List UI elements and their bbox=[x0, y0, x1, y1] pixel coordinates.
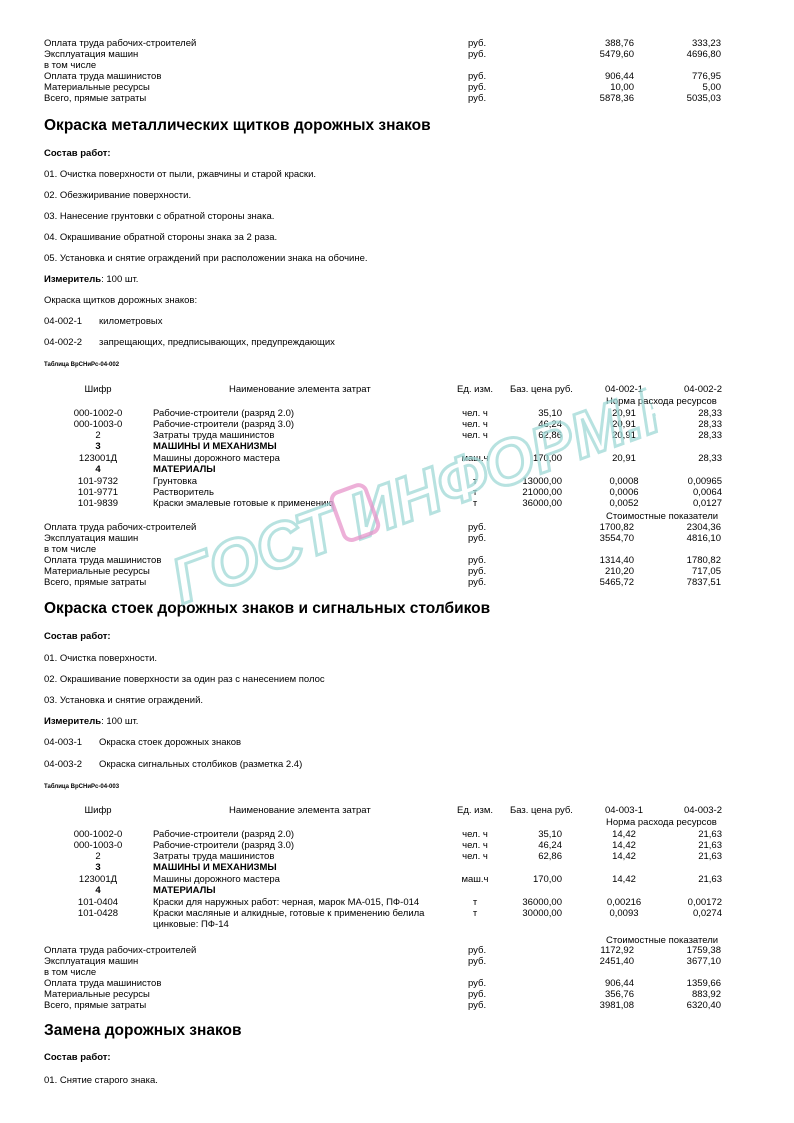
summary-value-1: 3981,08 bbox=[599, 1000, 634, 1011]
cell-price: 35,10 bbox=[538, 829, 562, 840]
cell-name: Затраты труда машинистов bbox=[153, 851, 275, 862]
work-step: 01. Снятие старого знака. bbox=[44, 1075, 158, 1086]
norm-label: Норма расхода ресурсов bbox=[606, 817, 717, 828]
summary-unit: руб. bbox=[468, 555, 487, 566]
cell-value-2: 0,00172 bbox=[687, 897, 722, 908]
cell-value-1: 0,00216 bbox=[606, 897, 642, 908]
summary-value-1: 10,00 bbox=[610, 82, 634, 93]
cell-code: 3 bbox=[95, 862, 101, 873]
table-caption: Таблица ВрСНиРс-04-003 bbox=[44, 784, 120, 790]
work-step: 02. Обезжиривание поверхности. bbox=[44, 190, 192, 201]
cell-unit: чел. ч bbox=[462, 408, 488, 419]
cell-code: 123001Д bbox=[78, 874, 118, 885]
summary-unit: руб. bbox=[468, 978, 487, 989]
section-title: Замена дорожных знаков bbox=[44, 1022, 242, 1039]
cell-unit: маш.ч bbox=[461, 453, 489, 464]
cell-name: Грунтовка bbox=[153, 476, 198, 487]
cell-price: 170,00 bbox=[532, 453, 562, 464]
summary-value-1: 1172,92 bbox=[600, 945, 634, 956]
cell-value-1: 14,42 bbox=[612, 851, 636, 862]
summary-name: Оплата труда рабочих-строителей bbox=[44, 522, 197, 533]
cell-value-1: 20,91 bbox=[612, 419, 636, 430]
cell-code: 101-0404 bbox=[77, 897, 119, 908]
intro-text: Окраска щитков дорожных знаков: bbox=[44, 295, 198, 306]
cell-price: 62,86 bbox=[538, 430, 562, 441]
summary-value-1: 356,76 bbox=[604, 989, 634, 1000]
cell-price: 21000,00 bbox=[522, 487, 562, 498]
cell-value-1: 14,42 bbox=[612, 840, 636, 851]
summary-value-1: 906,44 bbox=[604, 71, 634, 82]
meter-value: : 100 шт. bbox=[101, 716, 139, 727]
summary-name: в том числе bbox=[44, 60, 97, 71]
header-code: Шифр bbox=[84, 805, 112, 816]
summary-value-1: 5479,60 bbox=[599, 49, 634, 60]
item-text: километровых bbox=[99, 316, 163, 327]
cell-unit: чел. ч bbox=[462, 419, 488, 430]
resource-table bbox=[0, 805, 794, 935]
cell-unit: т bbox=[472, 487, 478, 498]
cell-value-1: 20,91 bbox=[612, 408, 636, 419]
header-name: Наименование элемента затрат bbox=[229, 805, 371, 816]
cell-code: 2 bbox=[95, 430, 101, 441]
work-step: 04. Окрашивание обратной стороны знака за 2 раза. bbox=[44, 232, 278, 243]
cell-value-1: 0,0093 bbox=[609, 908, 639, 919]
composition-label: Состав работ: bbox=[44, 631, 111, 642]
header-price: Баз. цена руб. bbox=[510, 805, 573, 816]
cost-label: Стоимостные показатели bbox=[606, 935, 719, 946]
summary-value-2: 717,05 bbox=[691, 566, 721, 577]
summary-value-1: 210,20 bbox=[604, 566, 634, 577]
cell-name: Рабочие-строители (разряд 3.0) bbox=[153, 840, 295, 851]
summary-unit: руб. bbox=[468, 38, 487, 49]
cell-name: цинковые: ПФ-14 bbox=[153, 919, 229, 930]
cell-unit: т bbox=[472, 908, 478, 919]
cell-value-1: 14,42 bbox=[612, 829, 636, 840]
header-code: Шифр bbox=[84, 384, 112, 395]
cell-code: 000-1003-0 bbox=[73, 840, 123, 851]
cell-value-2: 0,00965 bbox=[687, 476, 722, 487]
summary-name: Оплата труда рабочих-строителей bbox=[44, 38, 197, 49]
cell-code: 4 bbox=[95, 464, 101, 475]
summary-name: в том числе bbox=[44, 967, 97, 978]
cell-price: 13000,00 bbox=[522, 476, 562, 487]
summary-value-1: 3554,70 bbox=[599, 533, 634, 544]
cost-label: Стоимостные показатели bbox=[606, 511, 719, 522]
summary-value-2: 6320,40 bbox=[686, 1000, 721, 1011]
header-col-2: 04-002-2 bbox=[683, 384, 722, 395]
cell-name: Машины дорожного мастера bbox=[153, 453, 280, 464]
cell-code: 101-9732 bbox=[77, 476, 119, 487]
summary-value-1: 5465,72 bbox=[599, 577, 634, 588]
summary-unit: руб. bbox=[468, 956, 487, 967]
section-title: Окраска стоек дорожных знаков и сигнальных столбиков bbox=[44, 600, 491, 617]
cell-name: Рабочие-строители (разряд 2.0) bbox=[153, 829, 295, 840]
summary-value-2: 5035,03 bbox=[686, 93, 721, 104]
cell-code: 2 bbox=[95, 851, 101, 862]
cell-value-2: 21,63 bbox=[698, 829, 722, 840]
header-unit: Ед. изм. bbox=[457, 384, 493, 395]
meter-line bbox=[44, 716, 138, 727]
cell-value-2: 0,0127 bbox=[692, 498, 722, 509]
summary-unit: руб. bbox=[468, 49, 487, 60]
work-step: 05. Установка и снятие ограждений при расположении знака на обочине. bbox=[44, 253, 368, 264]
header-col-1: 04-002-1 bbox=[604, 384, 644, 395]
cell-name: МАШИНЫ И МЕХАНИЗМЫ bbox=[153, 441, 277, 452]
cell-name: Рабочие-строители (разряд 2.0) bbox=[153, 408, 295, 419]
summary-value-2: 333,23 bbox=[691, 38, 721, 49]
summary-name: Материальные ресурсы bbox=[44, 989, 150, 1000]
cell-value-1: 14,42 bbox=[612, 874, 636, 885]
summary-unit: руб. bbox=[468, 1000, 487, 1011]
summary-value-2: 883,92 bbox=[691, 989, 721, 1000]
header-col-1: 04-003-1 bbox=[604, 805, 644, 816]
summary-unit: руб. bbox=[468, 93, 487, 104]
summary-name: Всего, прямые затраты bbox=[44, 577, 147, 588]
cell-code: 101-0428 bbox=[77, 908, 119, 919]
summary-value-2: 4696,80 bbox=[686, 49, 721, 60]
item-text: Окраска стоек дорожных знаков bbox=[99, 737, 242, 748]
cell-code: 101-9771 bbox=[77, 487, 119, 498]
cell-name: Машины дорожного мастера bbox=[153, 874, 280, 885]
table-group-row bbox=[0, 464, 794, 476]
cell-name: МАШИНЫ И МЕХАНИЗМЫ bbox=[153, 862, 277, 873]
cell-price: 62,86 bbox=[538, 851, 562, 862]
cell-unit: чел. ч bbox=[462, 829, 488, 840]
summary-name: в том числе bbox=[44, 544, 97, 555]
cell-value-2: 28,33 bbox=[698, 453, 722, 464]
meter-value: : 100 шт. bbox=[101, 274, 139, 285]
table-row-continuation bbox=[0, 919, 794, 931]
summary-name: Всего, прямые затраты bbox=[44, 1000, 147, 1011]
summary-unit: руб. bbox=[468, 566, 487, 577]
cell-value-2: 21,63 bbox=[698, 874, 722, 885]
summary-name: Всего, прямые затраты bbox=[44, 93, 147, 104]
cell-value-2: 28,33 bbox=[698, 430, 722, 441]
cell-value-1: 20,91 bbox=[612, 453, 636, 464]
summary-row bbox=[0, 577, 794, 589]
summary-value-2: 1780,82 bbox=[686, 555, 721, 566]
summary-name: Материальные ресурсы bbox=[44, 82, 150, 93]
cell-name: Краски эмалевые готовые к применению bbox=[153, 498, 334, 509]
summary-unit: руб. bbox=[468, 533, 487, 544]
cell-name: Затраты труда машинистов bbox=[153, 430, 275, 441]
summary-value-2: 5,00 bbox=[702, 82, 721, 93]
resource-table bbox=[0, 384, 794, 514]
list-item bbox=[44, 316, 163, 327]
summary-name: Оплата труда рабочих-строителей bbox=[44, 945, 197, 956]
cell-name: Рабочие-строители (разряд 3.0) bbox=[153, 419, 295, 430]
summary-row bbox=[0, 1000, 794, 1012]
summary-name: Эксплуатация машин bbox=[44, 533, 139, 544]
summary-value-2: 3677,10 bbox=[686, 956, 721, 967]
item-code: 04-003-1 bbox=[44, 737, 83, 748]
summary-value-2: 1359,66 bbox=[686, 978, 721, 989]
summary-value-2: 776,95 bbox=[691, 71, 721, 82]
summary-name: Оплата труда машинистов bbox=[44, 555, 162, 566]
summary-value-2: 2304,36 bbox=[686, 522, 721, 533]
summary-row bbox=[0, 93, 794, 105]
list-item bbox=[44, 737, 242, 748]
cell-unit: чел. ч bbox=[462, 851, 488, 862]
cell-name: МАТЕРИАЛЫ bbox=[153, 464, 216, 475]
summary-value-2: 4816,10 bbox=[686, 533, 721, 544]
cell-value-2: 0,0274 bbox=[692, 908, 722, 919]
norm-label: Норма расхода ресурсов bbox=[606, 396, 717, 407]
cell-value-2: 28,33 bbox=[698, 419, 722, 430]
summary-value-1: 2451,40 bbox=[599, 956, 634, 967]
table-caption: Таблица ВрСНиРс-04-002 bbox=[44, 362, 120, 368]
cell-code: 000-1002-0 bbox=[73, 829, 123, 840]
composition-label: Состав работ: bbox=[44, 148, 111, 159]
item-text: Окраска сигнальных столбиков (разметка 2.4) bbox=[99, 759, 303, 770]
header-name: Наименование элемента затрат bbox=[229, 384, 371, 395]
cell-value-1: 20,91 bbox=[612, 430, 636, 441]
summary-unit: руб. bbox=[468, 945, 487, 956]
summary-name: Оплата труда машинистов bbox=[44, 71, 162, 82]
summary-value-1: 5878,36 bbox=[599, 93, 634, 104]
cell-unit: маш.ч bbox=[461, 874, 489, 885]
list-item bbox=[44, 759, 303, 770]
summary-value-1: 388,76 bbox=[604, 38, 634, 49]
cell-value-2: 28,33 bbox=[698, 408, 722, 419]
summary-name: Эксплуатация машин bbox=[44, 956, 139, 967]
table-group-row bbox=[0, 441, 794, 453]
cell-unit: чел. ч bbox=[462, 840, 488, 851]
cell-value-1: 0,0008 bbox=[609, 476, 639, 487]
work-step: 03. Установка и снятие ограждений. bbox=[44, 695, 204, 706]
cell-price: 46,24 bbox=[538, 419, 562, 430]
cell-value-2: 21,63 bbox=[698, 851, 722, 862]
summary-unit: руб. bbox=[468, 989, 487, 1000]
cell-price: 36000,00 bbox=[522, 498, 562, 509]
cell-price: 36000,00 bbox=[522, 897, 562, 908]
cell-price: 30000,00 bbox=[522, 908, 562, 919]
cell-value-2: 0,0064 bbox=[692, 487, 722, 498]
summary-value-1: 1700,82 bbox=[599, 522, 634, 533]
cell-value-2: 21,63 bbox=[698, 840, 722, 851]
cell-unit: чел. ч bbox=[462, 430, 488, 441]
cell-code: 000-1003-0 bbox=[73, 419, 123, 430]
summary-value-2: 1759,38 bbox=[686, 945, 721, 956]
cell-unit: т bbox=[472, 498, 478, 509]
meter-label: Измеритель bbox=[44, 274, 102, 285]
summary-value-2: 7837,51 bbox=[686, 577, 721, 588]
watermark-text: ГОСТ ИНФОРМ.RU bbox=[162, 354, 675, 618]
cell-code: 4 bbox=[95, 885, 101, 896]
summary-value-1: 1314,40 bbox=[599, 555, 634, 566]
header-col-2: 04-003-2 bbox=[683, 805, 722, 816]
summary-name: Оплата труда машинистов bbox=[44, 978, 162, 989]
cell-name: Краски для наружных работ: черная, марок МА-015, ПФ-014 bbox=[153, 897, 420, 908]
item-code: 04-002-2 bbox=[44, 337, 83, 348]
meter-line bbox=[44, 274, 138, 285]
cell-unit: т bbox=[472, 897, 478, 908]
summary-name: Эксплуатация машин bbox=[44, 49, 139, 60]
item-code: 04-002-1 bbox=[44, 316, 83, 327]
work-step: 01. Очистка поверхности от пыли, ржавчины и старой краски. bbox=[44, 169, 317, 180]
meter-label: Измеритель bbox=[44, 716, 102, 727]
section-title: Окраска металлических щитков дорожных знаков bbox=[44, 117, 431, 134]
composition-label: Состав работ: bbox=[44, 1052, 111, 1063]
header-unit: Ед. изм. bbox=[457, 805, 493, 816]
cell-name: МАТЕРИАЛЫ bbox=[153, 885, 216, 896]
header-price: Баз. цена руб. bbox=[510, 384, 573, 395]
cell-code: 000-1002-0 bbox=[73, 408, 123, 419]
work-step: 01. Очистка поверхности. bbox=[44, 653, 158, 664]
item-text: запрещающих, предписывающих, предупреждающих bbox=[99, 337, 335, 348]
cell-value-1: 0,0006 bbox=[609, 487, 639, 498]
summary-unit: руб. bbox=[468, 522, 487, 533]
cell-code: 101-9839 bbox=[77, 498, 119, 509]
list-item bbox=[44, 337, 335, 348]
cell-value-1: 0,0052 bbox=[609, 498, 639, 509]
cell-price: 46,24 bbox=[538, 840, 562, 851]
summary-name: Материальные ресурсы bbox=[44, 566, 150, 577]
table-group-row bbox=[0, 862, 794, 874]
table-row bbox=[0, 498, 794, 510]
cell-unit: т bbox=[472, 476, 478, 487]
cell-name: Растворитель bbox=[153, 487, 214, 498]
summary-value-1: 906,44 bbox=[604, 978, 634, 989]
work-step: 03. Нанесение грунтовки с обратной стороны знака. bbox=[44, 211, 275, 222]
table-group-row bbox=[0, 885, 794, 897]
work-step: 02. Окрашивание поверхности за один раз с нанесением полос bbox=[44, 674, 325, 685]
item-code: 04-003-2 bbox=[44, 759, 83, 770]
cell-price: 35,10 bbox=[538, 408, 562, 419]
cell-name: Краски масляные и алкидные, готовые к применению белила bbox=[153, 908, 425, 919]
summary-unit: руб. bbox=[468, 577, 487, 588]
summary-unit: руб. bbox=[468, 82, 487, 93]
summary-unit: руб. bbox=[468, 71, 487, 82]
cell-code: 3 bbox=[95, 441, 101, 452]
cell-code: 123001Д bbox=[78, 453, 118, 464]
cell-price: 170,00 bbox=[532, 874, 562, 885]
